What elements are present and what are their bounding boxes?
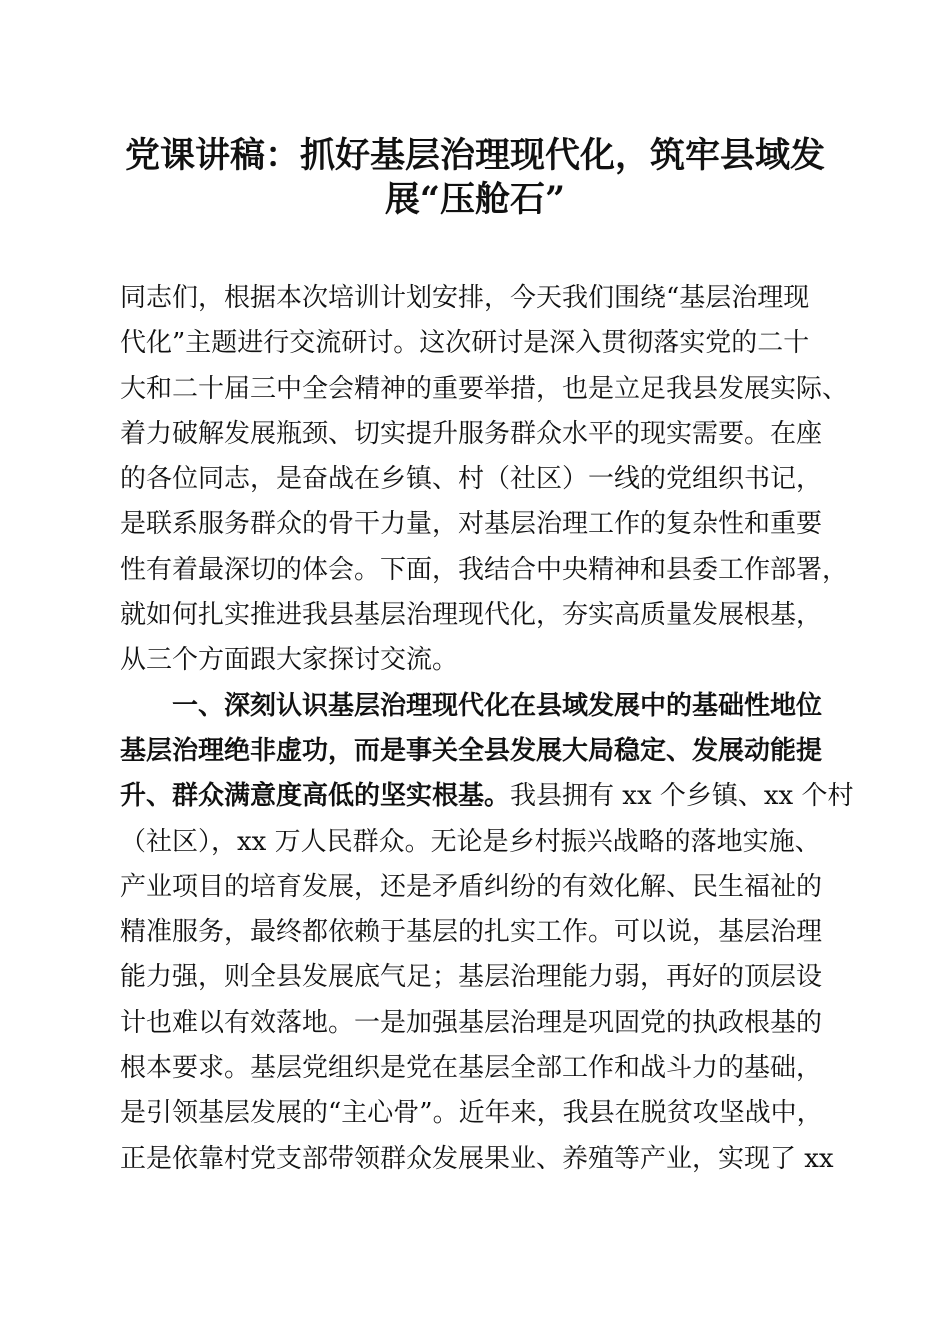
title-line-2: 展“压舱石” bbox=[384, 179, 566, 220]
section-1-lead-line-2 bbox=[120, 774, 854, 819]
intro-line-2: 代化”主题进行交流研讨。这次研讨是深入贯彻落实党的二十 bbox=[120, 328, 810, 359]
intro-line-7: 性有着最深切的体会。下面，我结合中央精神和县委工作部署， bbox=[120, 554, 849, 585]
intro-line-3: 大和二十届三中全会精神的重要举措，也是立足我县发展实际、 bbox=[120, 373, 849, 404]
section-1-lead-bold: 升、群众满意度高低的坚实根基。 bbox=[120, 781, 511, 812]
section-1-lead-rest: 我县拥有 xx 个乡镇、xx 个村 bbox=[510, 781, 854, 812]
section-1-line-7: 是引领基层发展的“主心骨”。近年来，我县在脱贫攻坚战中， bbox=[120, 1098, 823, 1129]
section-1-line-3: 精准服务，最终都依赖于基层的扎实工作。可以说，基层治理 bbox=[120, 917, 823, 948]
section-1-lead-line-1: 基层治理绝非虚功，而是事关全县发展大局稳定、发展动能提 bbox=[120, 735, 823, 766]
document-body bbox=[120, 276, 854, 1182]
section-1-line-5: 计也难以有效落地。一是加强基层治理是巩固党的执政根基的 bbox=[120, 1007, 823, 1038]
intro-line-9: 从三个方面跟大家探讨交流。 bbox=[120, 645, 459, 676]
section-1-line-1: （社区），xx 万人民群众。无论是乡村振兴战略的落地实施、 bbox=[120, 826, 821, 857]
title-line-1: 党课讲稿：抓好基层治理现代化，筑牢县域发 bbox=[124, 135, 825, 176]
intro-line-5: 的各位同志，是奋战在乡镇、村（社区）一线的党组织书记， bbox=[120, 464, 823, 495]
section-1-heading: 一、深刻认识基层治理现代化在县域发展中的基础性地位 bbox=[172, 690, 823, 721]
intro-line-1: 同志们，根据本次培训计划安排，今天我们围绕“基层治理现 bbox=[120, 283, 810, 313]
section-1-line-6: 根本要求。基层党组织是党在基层全部工作和战斗力的基础， bbox=[120, 1053, 823, 1084]
intro-line-4: 着力破解发展瓶颈、切实提升服务群众水平的现实需要。在座 bbox=[120, 418, 823, 449]
intro-line-6: 是联系服务群众的骨干力量，对基层治理工作的复杂性和重要 bbox=[120, 509, 823, 540]
document-title bbox=[110, 134, 840, 222]
intro-line-8: 就如何扎实推进我县基层治理现代化，夯实高质量发展根基， bbox=[120, 600, 823, 631]
section-1-line-8: 正是依靠村党支部带领群众发展果业、养殖等产业，实现了 xx bbox=[120, 1143, 834, 1174]
section-1-line-2: 产业项目的培育发展，还是矛盾纠纷的有效化解、民生福祉的 bbox=[120, 871, 823, 902]
section-1-line-4: 能力强，则全县发展底气足；基层治理能力弱，再好的顶层设 bbox=[120, 962, 823, 993]
